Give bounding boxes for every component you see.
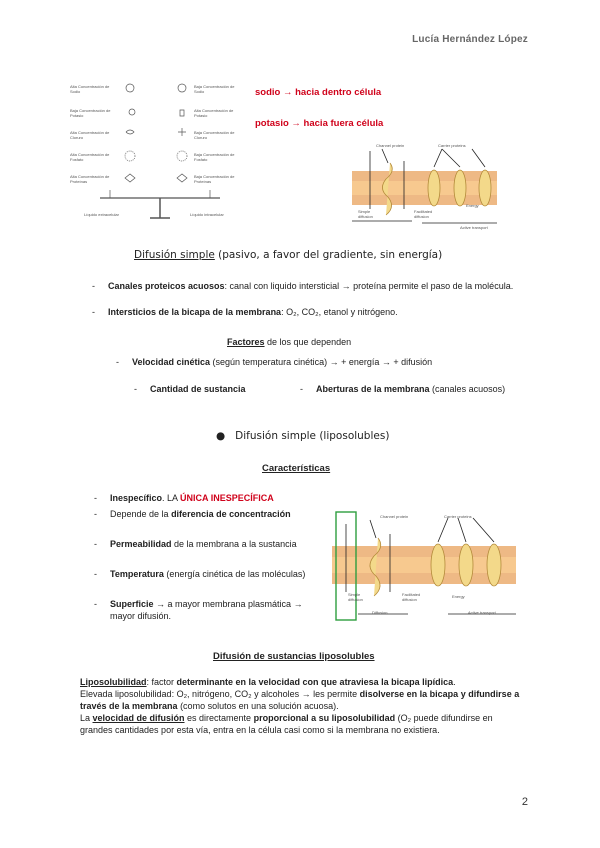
left-label-4: Alta Concentración de Proteínas — [70, 174, 110, 184]
section-title-difusion-simple — [134, 249, 442, 261]
item-text: : canal con liquido intersticial → proteína permite el paso de la molécula. — [224, 281, 514, 291]
p3-pre: La — [80, 713, 93, 723]
caracteristicas-title: Características — [262, 463, 331, 474]
simple-label-2: Simple diffusion — [348, 592, 363, 602]
item-text: (energía cinética de las moléculas) — [163, 569, 306, 579]
liposolubles-title: Difusión de sustancias liposolubles — [213, 651, 375, 662]
diffusion-label-2: Diffusion — [372, 610, 388, 615]
list-item: - Canales proteicos acuosos: canal con liquido intersticial → proteína permite el paso de la molécula. — [92, 281, 514, 291]
left-label-2: Alta Concentración de Cloruro — [70, 130, 110, 140]
list-item: - Inespecífico. LA ÚNICA INESPECÍFICA — [94, 493, 274, 503]
p3-mid: es directamente — [184, 713, 254, 723]
p1-bold: determinante en la velocidad con que atraviesa la bicapa lipídica — [176, 677, 454, 687]
facilitated-label-2: Facilitated diffusion — [402, 592, 421, 602]
item-text: . LA — [162, 493, 181, 503]
left-label-3: Alta Concentración de Fosfato — [70, 152, 110, 162]
item-text: de la membrana a la sustancia — [171, 539, 297, 549]
paragraph-line-3 — [80, 712, 525, 736]
p1-end: . — [453, 677, 456, 687]
p1-term: Liposolubilidad — [80, 677, 147, 687]
membrane-drawing-1 — [342, 143, 502, 238]
bullet-liposolubles — [216, 430, 389, 442]
bullet-dot: ● — [216, 430, 226, 442]
p2-bold: disolverse en la bicapa y difundirse a través de la membrana — [80, 689, 520, 711]
sodio-note: sodio → hacia dentro célula — [255, 87, 382, 98]
item-bold: Canales proteicos acuosos — [108, 281, 225, 291]
left-label-0: Alta Concentración de Sodio — [70, 84, 110, 94]
item-text: : O₂, CO₂, etanol y nitrógeno. — [281, 307, 398, 317]
title-underlined: Difusión simple — [134, 249, 215, 261]
page-number: 2 — [521, 796, 528, 808]
energy-label-1: Energy — [466, 203, 479, 208]
item-bold: Velocidad cinética — [132, 357, 211, 367]
right-label-4: Baja Concentración de Proteínas — [194, 174, 235, 184]
p3-rest: (O₂ puede difundirse en grandes cantidades por esta vía, entra en la célula casi como si la membrana no existiera. — [80, 713, 493, 735]
p2-rest: (como solutos en una solución acuosa). — [177, 701, 339, 711]
active-label-1: Active transport — [460, 225, 488, 230]
scale-drawing — [70, 80, 250, 230]
liposolubles-paragraph — [80, 676, 525, 736]
right-label-2: Baja Concentración de Cloruro — [194, 130, 235, 140]
left-label-1: Baja Concentración de Potasio — [70, 108, 111, 118]
extracellular-label: Líquido extracelular — [84, 212, 119, 217]
list-item: - Aberturas de la membrana (canales acuosos) — [300, 384, 506, 394]
p3-term: velocidad de difusión — [92, 713, 185, 723]
potasio-note: potasio → hacia fuera célula — [255, 118, 384, 129]
energy-label-2: Energy — [452, 594, 465, 599]
paragraph-line-2 — [80, 688, 525, 712]
ion-concentration-figure — [70, 80, 250, 230]
item-text: (según temperatura cinética) → + energía → + difusión — [210, 357, 433, 367]
author-name: Lucía Hernández López — [412, 34, 528, 45]
item-text: → a mayor membrana plasmática → mayor difusión. — [110, 599, 303, 621]
simple-label-1: Simple diffusion — [358, 209, 373, 219]
p1-mid: : factor — [146, 677, 177, 687]
facilitated-label-1: Facilitated diffusion — [414, 209, 433, 219]
item-bold: Permeabilidad — [110, 539, 172, 549]
item-bold: Aberturas de la membrana — [316, 384, 430, 394]
title-rest: (pasivo, a favor del gradiente, sin energía) — [214, 249, 443, 261]
factores-rest: de los que dependen — [264, 337, 352, 347]
item-bold: Superficie — [110, 599, 154, 609]
membrane-drawing-2 — [328, 510, 520, 622]
p3-bold: proporcional a su liposolubilidad — [253, 713, 396, 723]
intracellular-label: Líquido intracelular — [190, 212, 224, 217]
paragraph-line-1 — [80, 676, 525, 688]
list-item: - Cantidad de sustancia — [134, 384, 246, 394]
list-item: - Intersticios de la bicapa de la membrana: O₂, CO₂, etanol y nitrógeno. — [92, 307, 398, 317]
active-label-2: Active transport — [468, 610, 496, 615]
factores-underlined: Factores — [227, 337, 265, 347]
membrane-figure-2 — [328, 510, 520, 622]
item-bold: Temperatura — [110, 569, 164, 579]
right-label-3: Baja Concentración de Fosfato — [194, 152, 235, 162]
list-item: - Depende de la diferencia de concentración — [94, 509, 291, 519]
bullet-text: Difusión simple (liposolubles) — [235, 430, 390, 442]
right-label-0: Baja Concentración de Sodio — [194, 84, 235, 94]
channel-label-2: Channel protein — [380, 514, 409, 519]
list-item: - Superficie → a mayor membrana plasmática → mayor difusión. — [94, 599, 303, 621]
item-bold: Inespecífico — [110, 493, 163, 503]
membrane-figure-1 — [342, 143, 502, 238]
item-text: Depende de la — [110, 509, 172, 519]
carrier-label-2: Carrier proteins — [444, 514, 472, 519]
carrier-label-1: Carrier proteins — [438, 143, 466, 148]
channel-label-1: Channel protein — [376, 143, 405, 148]
factores-title — [227, 336, 351, 348]
item-red: ÚNICA INESPECÍFICA — [180, 493, 274, 503]
right-label-1: Alta Concentración de Potasio — [194, 108, 234, 118]
p2-pre: Elevada liposolubilidad: O₂, nitrógeno, CO₂ y alcoholes → les permite — [80, 689, 360, 699]
item-bold: Intersticios de la bicapa de la membrana — [108, 307, 282, 317]
item-bold: Cantidad de sustancia — [150, 384, 246, 394]
list-item: - Permeabilidad de la membrana a la sustancia — [94, 539, 297, 549]
list-item: - Velocidad cinética (según temperatura cinética) → + energía → + difusión — [116, 357, 433, 367]
list-item: - Temperatura (energía cinética de las moléculas) — [94, 569, 306, 579]
item-bold: diferencia de concentración — [171, 509, 291, 519]
item-text: (canales acuosos) — [429, 384, 506, 394]
